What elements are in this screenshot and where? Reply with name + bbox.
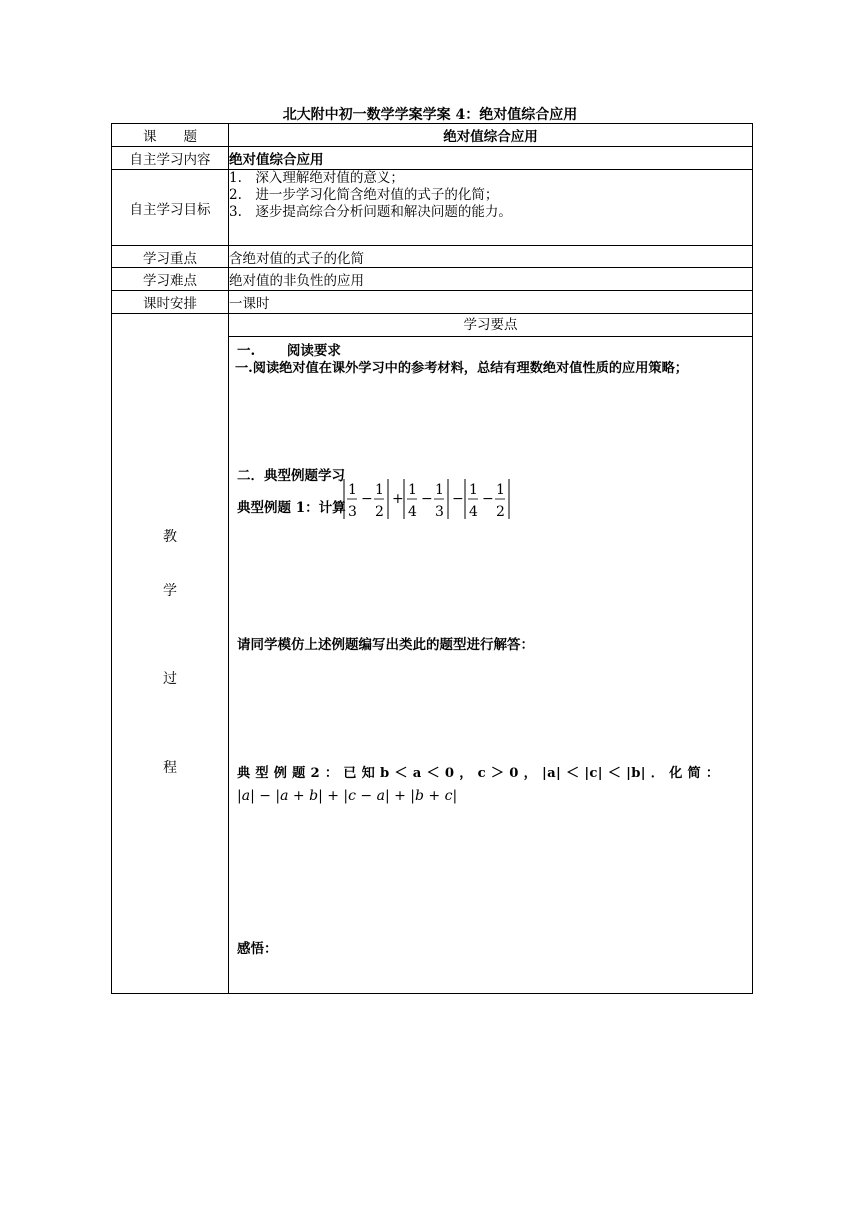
svg-text:+: + bbox=[392, 491, 404, 507]
fraction-denominator: 3 bbox=[435, 504, 444, 520]
lesson-plan-table bbox=[111, 123, 753, 994]
example2-expression: |a| − |a + b| + |c − a| + |b + c| bbox=[237, 788, 458, 804]
self-goal-row bbox=[112, 170, 753, 246]
self-content-row bbox=[112, 147, 753, 170]
svg-text:−: − bbox=[482, 491, 494, 507]
points-header: 学习要点 bbox=[229, 314, 752, 337]
goal-list bbox=[229, 170, 753, 246]
key-point-value: 含绝对值的式子的化简 bbox=[229, 246, 753, 268]
key-point-row bbox=[112, 246, 753, 268]
self-content-value: 绝对值综合应用 bbox=[229, 147, 753, 170]
example2-text: 典 型 例 题 2 ： 已 知 b ＜ a ＜ 0 ， c ＞ 0 ， |a| ＜ |c| ＜ |b| ． 化 简 ： bbox=[237, 766, 720, 781]
fraction-numerator: 1 bbox=[375, 482, 384, 498]
process-label-char: 教 bbox=[163, 529, 177, 545]
fraction-numerator: 1 bbox=[435, 482, 444, 498]
process-label-char: 程 bbox=[163, 760, 177, 776]
goal-item: 1. 深入理解绝对值的意义； bbox=[229, 170, 404, 186]
key-point-label: 学习重点 bbox=[112, 246, 229, 268]
topic-value: 绝对值综合应用 bbox=[229, 124, 753, 147]
topic-label: 课 题 bbox=[112, 124, 229, 147]
example1-label: 典型例题 1：计算 bbox=[237, 500, 346, 516]
process-row bbox=[112, 314, 753, 994]
reflection-label: 感悟： bbox=[237, 941, 278, 957]
section1-text: 一.阅读绝对值在课外学习中的参考材料，总结有理数绝对值性质的应用策略； bbox=[235, 361, 688, 376]
process-label-cell bbox=[112, 314, 229, 994]
self-goal-label: 自主学习目标 bbox=[112, 170, 229, 246]
fraction-denominator: 3 bbox=[348, 504, 357, 520]
fraction-denominator: 2 bbox=[496, 504, 505, 520]
schedule-label: 课时安排 bbox=[112, 291, 229, 314]
fraction-denominator: 4 bbox=[469, 504, 478, 520]
fraction-numerator: 1 bbox=[408, 482, 417, 498]
section1-heading: 一. 阅读要求 bbox=[237, 343, 341, 359]
fraction-numerator: 1 bbox=[469, 482, 478, 498]
fraction-denominator: 2 bbox=[375, 504, 384, 520]
process-label-char: 过 bbox=[163, 671, 177, 687]
difficulty-row bbox=[112, 268, 753, 291]
process-label-char: 学 bbox=[163, 583, 177, 599]
document-title: 北大附中初一数学学案学案 4：绝对值综合应用 bbox=[282, 107, 578, 123]
goal-item: 3. 逐步提高综合分析问题和解决问题的能力。 bbox=[229, 204, 512, 220]
difficulty-value: 绝对值的非负性的应用 bbox=[229, 268, 753, 291]
svg-text:−: − bbox=[421, 491, 433, 507]
svg-text:−: − bbox=[361, 491, 373, 507]
fraction-numerator: 1 bbox=[496, 482, 505, 498]
topic-row bbox=[112, 124, 753, 147]
schedule-value: 一课时 bbox=[229, 291, 753, 314]
imitate-prompt: 请同学模仿上述例题编写出类此的题型进行解答： bbox=[237, 637, 534, 653]
svg-text:−: − bbox=[452, 491, 464, 507]
goal-item: 2. 进一步学习化简含绝对值的式子的化简； bbox=[229, 187, 499, 203]
example1-expression bbox=[342, 477, 522, 525]
self-content-label: 自主学习内容 bbox=[112, 147, 229, 170]
process-content-cell bbox=[229, 314, 753, 994]
fraction-denominator: 4 bbox=[408, 504, 417, 520]
schedule-row bbox=[112, 291, 753, 314]
difficulty-label: 学习难点 bbox=[112, 268, 229, 291]
fraction-numerator: 1 bbox=[348, 482, 357, 498]
section2-heading: 二．典型例题学习 bbox=[237, 468, 345, 484]
